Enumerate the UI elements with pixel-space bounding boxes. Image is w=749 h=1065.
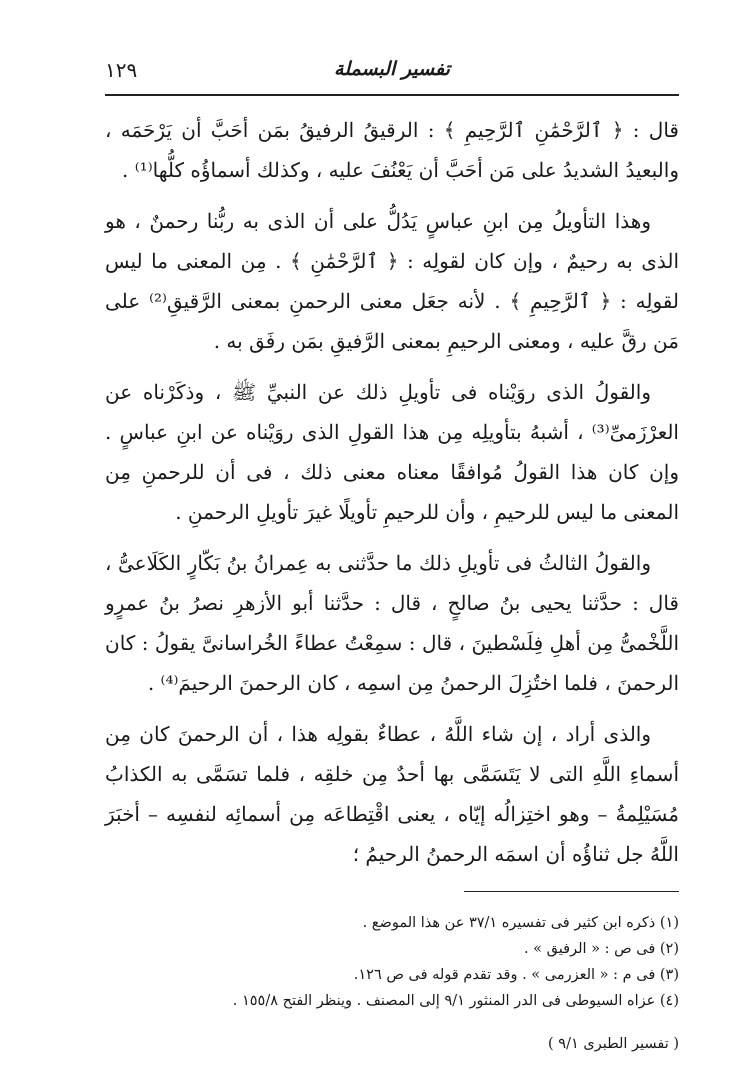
paragraph-2: وهذا التأويلُ مِن ابنِ عباسٍ يَدُلُّ على أن الذى به ربُّنا رحمنٌ ، هو الذى به رحيمٌ ، وإن كان لقولِه : ﴿ ٱلرَّحْمَٰنِ ﴾ . مِن المعنى ما ليس لقولِه : ﴿ ٱلرَّحِيمِ ﴾ . لأنه جعَل معنى الرحمنِ بمعنى الرَّقيقِ⁽²⁾ على مَن رقَّ عليه ، ومعنى الرحيمِ بمعنى الرَّفيقِ بمَن رفَق به .: [105, 209, 679, 353]
page-number: ١٢٩: [105, 58, 138, 82]
main-text: [105, 110, 679, 885]
footnote-1: (١) ذكره ابن كثير فى تفسيره ٣٧/١ عن هذا الموضع .: [362, 915, 679, 931]
footnote-2: (٢) فى ص : « الرفيق » .: [523, 941, 679, 957]
volume-signature: ( تفسير الطبرى ٩/١ ): [548, 1036, 679, 1052]
paragraph-3: والقولُ الذى روَيْناه فى تأويلِ ذلك عن النبيِّ ﷺ ، وذكَرْناه عن العرْزَمىِّ⁽³⁾ ، أشبهُ بتأويلِه مِن هذا القولِ الذى روَيْناه عن ابنِ عباسٍ . وإن كان هذا القولُ مُوافقًا معناه معنى ذلك ، فى أن للرحمنِ مِن المعنى ما ليس للرحيمِ ، وأن للرحيمِ تأويلًا غيرَ تأويلِ الرحمنِ .: [105, 380, 679, 524]
footnote-3: (٣) فى م : « العزرمى » . وقد تقدم قوله فى ص ١٢٦.: [353, 967, 679, 983]
footnote-4: (٤) عزاه السيوطى فى الدر المنثور ٩/١ إلى المصنف . وينظر الفتح ١٥٥/٨ .: [232, 993, 679, 1009]
paragraph-4: والقولُ الثالثُ فى تأويلِ ذلك ما حدَّثنى به عِمرانُ بنُ بَكّارٍ الكَلَاعىُّ ، قال : حدَّثنا يحيى بنُ صالحٍ ، قال : حدَّثنا أبو الأزهرِ نصرُ بنُ عمرٍو اللَّخْمىُّ مِن أهلِ فِلَسْطينَ ، قال : سمِعْتُ عطاءً الخُراسانىَّ يقولُ : كان الرحمنَ ، فلما اختُزِلَ الرحمنُ مِن اسمِه ، كان الرحمنَ الرحيمَ⁽⁴⁾ .: [105, 551, 679, 695]
running-title: تفسير البسملة: [334, 58, 450, 80]
paragraph-5: والذى أراد ، إن شاء اللَّهُ ، عطاءٌ بقولِه هذا ، أن الرحمنَ كان مِن أسماءِ اللَّهِ التى لا يَتَسَمَّى بها أحدٌ مِن خلقِه ، فلما تسَمَّى به الكذابُ مُسَيْلِمةُ – وهو اختِزالُه إيّاه ، يعنى اقْتِطاعَه مِن أسمائِه لنفسِه – أخبَرَ اللَّهُ جل ثناؤُه أن اسمَه الرحمنُ الرحيمُ ؛: [105, 722, 679, 866]
running-header: [105, 56, 679, 92]
footnote-rule: [464, 891, 679, 892]
paragraph-1: قال : ﴿ ٱلرَّحْمَٰنِ ٱلرَّحِيمِ ﴾ : الرقيقُ الرفيقُ بمَن أحَبَّ أن يَرْحَمَه ، والبعيدُ الشديدُ على مَن أحَبَّ أن يَعْنُفَ عليه ، وكذلك أسماؤُه كلُّها⁽¹⁾ .: [105, 118, 679, 182]
footnotes: [105, 910, 679, 1014]
header-rule: [105, 94, 679, 96]
